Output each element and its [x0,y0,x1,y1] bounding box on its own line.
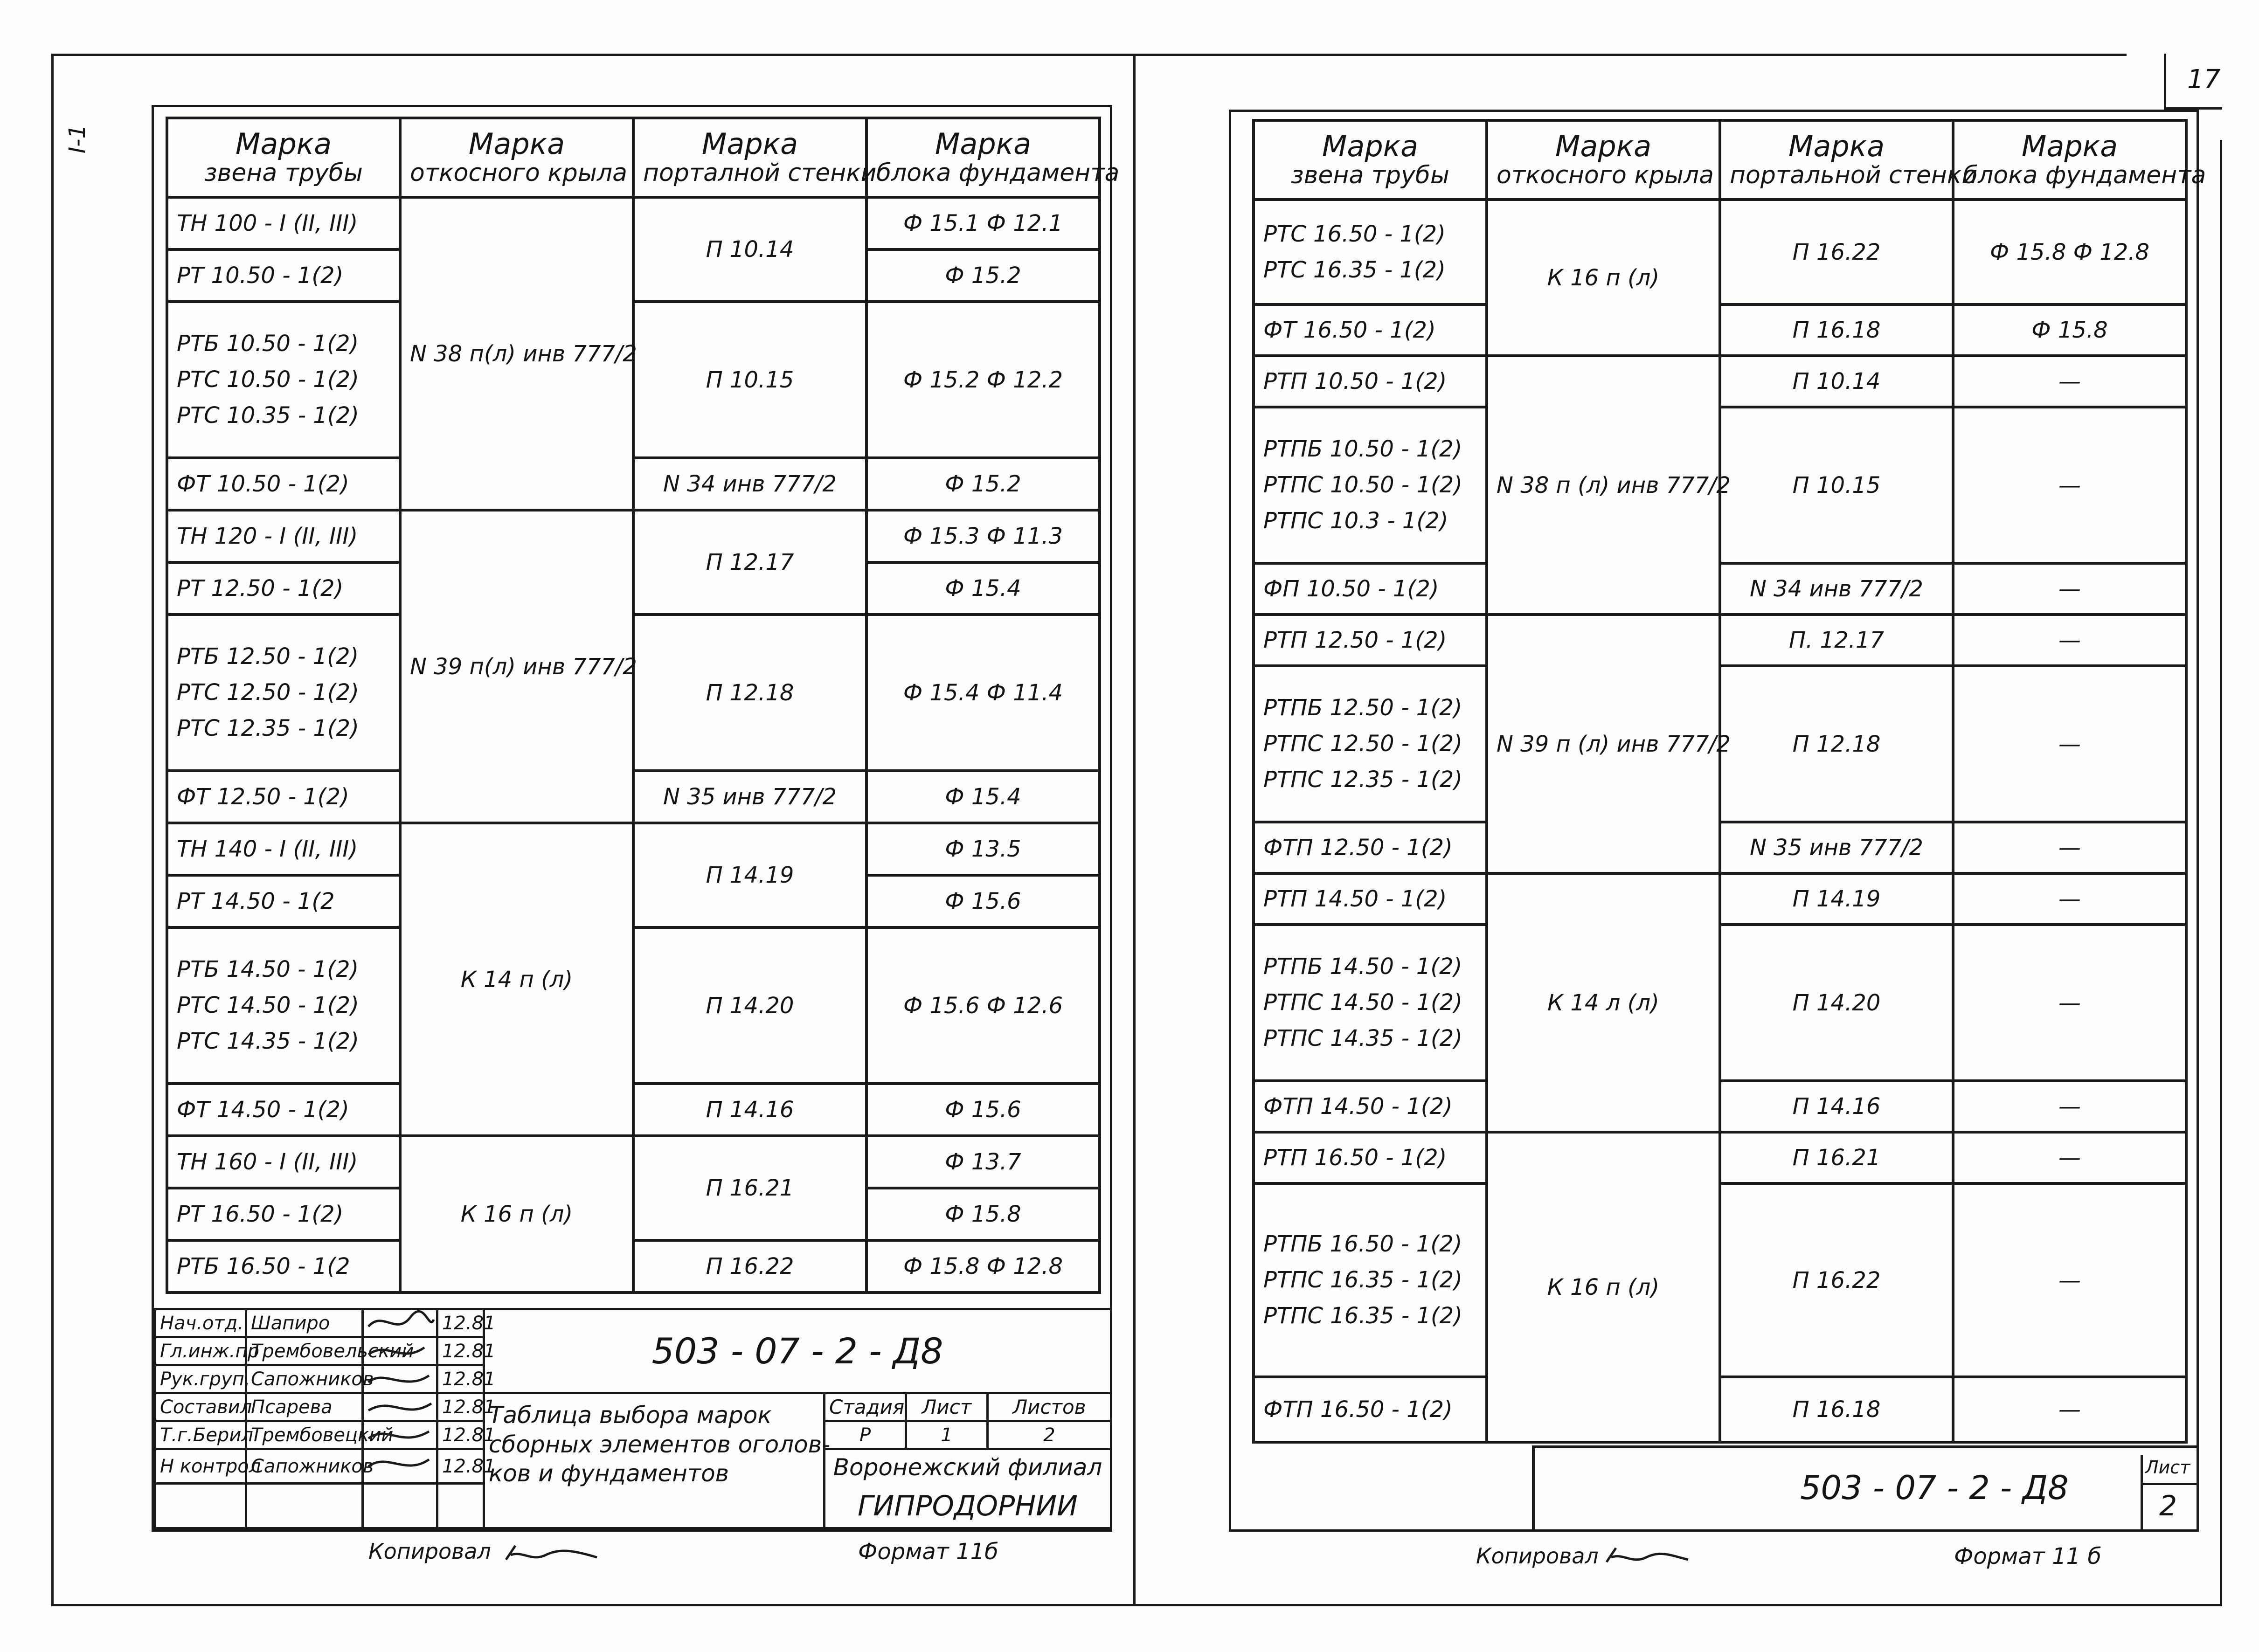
stamp-role: Составил [155,1393,246,1421]
sheet-bottom-line [51,1604,2220,1606]
right-pipe-cell: РТПБ 14.50 - 1(2) РТПС 14.50 - 1(2) РТПС 14.35 - 1(2) [1254,925,1487,1081]
right-pipe-cell: РТПБ 12.50 - 1(2) РТПС 12.50 - 1(2) РТПС 12.35 - 1(2) [1254,666,1487,822]
right-block-cell: Ф 15.8 [1953,304,2186,356]
sheet-top-line [51,54,2127,56]
right-block-cell: — [1953,615,2186,666]
left-block-cell: Ф 15.2 [866,249,1100,302]
left-wing-cell: К 16 п (л) [400,1136,633,1293]
left-wing-cell: N 38 п(л) инв 777/2 [400,197,633,510]
right-block-cell: — [1953,563,2186,615]
page-number: 17 [2187,64,2221,95]
left-pipe-cell: РТБ 16.50 - 1(2 [167,1240,400,1293]
right-block-cell: — [1953,822,2186,873]
right-copied-label: Копировал [1476,1543,1599,1569]
left-block-cell: Ф 15.6 [866,875,1100,927]
right-portal-cell: П 14.20 [1720,925,1953,1081]
right-block-cell: — [1953,356,2186,407]
left-header-portal: Марка порталной стенки [633,118,866,197]
left-pipe-cell: РТБ 14.50 - 1(2) РТС 14.50 - 1(2) РТС 14.35 - 1(2) [167,927,400,1084]
stamp-name: Шапиро [246,1309,363,1337]
stamp-name: Трембовецкий [246,1421,363,1449]
left-copied-label: Копировал [368,1539,491,1564]
right-pipe-cell: РТП 14.50 - 1(2) [1254,873,1487,925]
stamp-org-branch: Воронежский филиал [833,1454,1102,1481]
right-portal-cell: П 16.21 [1720,1132,1953,1183]
right-pipe-cell: РТПБ 16.50 - 1(2) РТПС 16.35 - 1(2) РТПС 16.35 - 1(2) [1254,1183,1487,1377]
left-portal-cell: П 10.15 [633,302,866,458]
left-portal-cell: П 16.21 [633,1136,866,1240]
right-pipe-cell: ФТП 14.50 - 1(2) [1254,1081,1487,1132]
stamp-code: 503 - 07 - 2 - Д8 [484,1309,1111,1393]
right-portal-cell: П 16.22 [1720,200,1953,304]
left-portal-cell: П 14.19 [633,823,866,927]
sheet-right-line [2220,140,2222,1606]
right-portal-cell: П 16.18 [1720,1377,1953,1442]
left-pipe-cell: РТ 10.50 - 1(2) [167,249,400,302]
stamp-role: Нач.отд. [155,1309,246,1337]
stamp-name: Псарева [246,1393,363,1421]
left-portal-cell: П 14.20 [633,927,866,1084]
right-wing-cell: N 39 п (л) инв 777/2 [1487,615,1720,873]
left-wing-cell: К 14 п (л) [400,823,633,1136]
right-pipe-cell: РТС 16.50 - 1(2) РТС 16.35 - 1(2) [1254,200,1487,304]
left-block-cell: Ф 15.8 Ф 12.8 [866,1240,1100,1293]
left-block-cell: Ф 15.4 [866,771,1100,823]
stamp-stage-label: Стадия [825,1393,906,1421]
left-pipe-cell: ФТ 10.50 - 1(2) [167,458,400,510]
right-pipe-cell: ФТ 16.50 - 1(2) [1254,304,1487,356]
stamp-date: 12.81 [437,1337,484,1365]
left-pipe-cell: РТБ 12.50 - 1(2) РТС 12.50 - 1(2) РТС 12.35 - 1(2) [167,615,400,771]
right-wing-cell: К 14 л (л) [1487,873,1720,1132]
stamp-stage: Р [825,1421,906,1449]
right-header-portal: Марка портальной стенки [1720,120,1953,200]
right-block-cell: — [1953,1081,2186,1132]
right-header-pipe: Марка звена трубы [1254,120,1487,200]
stamp-empty-cell [437,1484,484,1528]
right-pipe-cell: ФТП 16.50 - 1(2) [1254,1377,1487,1442]
stamp-date: 12.81 [437,1309,484,1337]
left-portal-cell: П 12.17 [633,510,866,615]
right-table [1252,119,2206,1444]
left-title-block [154,1308,1112,1529]
sheet-left-line [51,54,54,1606]
right-portal-cell: П 16.18 [1720,304,1953,356]
left-portal-cell: П 14.16 [633,1084,866,1136]
left-portal-cell: П 16.22 [633,1240,866,1293]
stamp-date: 12.81 [437,1365,484,1393]
left-pipe-cell: РТ 16.50 - 1(2) [167,1188,400,1240]
left-pipe-cell: ТН 160 - I (II, III) [167,1136,400,1188]
left-block-cell: Ф 15.8 [866,1188,1100,1240]
left-block-cell: Ф 13.5 [866,823,1100,875]
left-portal-cell: П 12.18 [633,615,866,771]
stamp-name: Сапожников [246,1449,363,1484]
stamp-empty-cell [363,1484,437,1528]
left-format-label: Формат 11б [858,1539,998,1565]
left-header-wing: Марка откосного крыла [400,118,633,197]
right-stamp-code: 503 - 07 - 2 - Д8 [1800,1469,2069,1507]
right-pipe-cell: ФП 10.50 - 1(2) [1254,563,1487,615]
right-block-cell: — [1953,873,2186,925]
stamp-org-name: ГИПРОДОРНИИ [858,1490,1078,1522]
right-pipe-cell: РТП 16.50 - 1(2) [1254,1132,1487,1183]
right-portal-cell: N 35 инв 777/2 [1720,822,1953,873]
left-header-pipe: Марка звена трубы [167,118,400,197]
right-header-block: Марка блока фундамента [1953,120,2186,200]
right-block-cell: — [1953,1132,2186,1183]
left-portal-cell: П 10.14 [633,197,866,302]
right-block-cell: Ф 15.8 Ф 12.8 [1953,200,2186,304]
stamp-empty-cell [246,1484,363,1528]
left-block-cell: Ф 15.1 Ф 12.1 [866,197,1100,249]
right-block-cell: — [1953,925,2186,1081]
left-block-cell: Ф 15.2 [866,458,1100,510]
stamp-date: 12.81 [437,1393,484,1421]
stamp-role: Т.г.Берил [155,1421,246,1449]
left-pipe-cell: ТН 120 - I (II, III) [167,510,400,562]
left-block-cell: Ф 13.7 [866,1136,1100,1188]
stamp-sheets: 2 [988,1421,1111,1449]
right-portal-cell: П 14.16 [1720,1081,1953,1132]
left-wing-cell: N 39 п(л) инв 777/2 [400,510,633,823]
right-portal-cell: П. 12.17 [1720,615,1953,666]
right-block-cell: — [1953,1183,2186,1377]
stamp-role: Н контрол [155,1449,246,1484]
stamp-role: Гл.инж.пр [155,1337,246,1365]
right-copier-signature [1604,1543,1698,1571]
left-portal-cell: N 35 инв 777/2 [633,771,866,823]
right-block-cell: — [1953,1377,2186,1442]
stamp-name: Сапожников [246,1365,363,1393]
left-copier-signature [504,1541,625,1569]
right-pipe-cell: РТП 12.50 - 1(2) [1254,615,1487,666]
right-pipe-cell: РТП 10.50 - 1(2) [1254,356,1487,407]
right-portal-cell: П 10.15 [1720,407,1953,563]
right-wing-cell: N 38 п (л) инв 777/2 [1487,356,1720,615]
right-pipe-cell: РТПБ 10.50 - 1(2) РТПС 10.50 - 1(2) РТПС 10.3 - 1(2) [1254,407,1487,563]
right-wing-cell: К 16 п (л) [1487,1132,1720,1442]
stamp-role: Рук.груп. [155,1365,246,1393]
left-pipe-cell: РТ 14.50 - 1(2 [167,875,400,927]
sheet-divider-line [1133,54,1136,1606]
left-pipe-cell: ТН 100 - I (II, III) [167,197,400,249]
left-block-cell: Ф 15.6 [866,1084,1100,1136]
right-wing-cell: К 16 п (л) [1487,200,1720,356]
right-portal-cell: П 12.18 [1720,666,1953,822]
stamp-organization [825,1449,1111,1528]
stamp-sheet: 1 [906,1421,988,1449]
right-stamp-sheet: 2 [2159,1490,2177,1522]
right-portal-cell: П 10.14 [1720,356,1953,407]
margin-mark: I-1 [64,124,91,154]
signatures-drawing [364,1308,438,1485]
left-block-cell: Ф 15.2 Ф 12.2 [866,302,1100,458]
stamp-date: 12.81 [437,1449,484,1484]
stamp-date: 12.81 [437,1421,484,1449]
stamp-sheet-label: Лист [906,1393,988,1421]
right-stamp-sheet-divider [2141,1483,2199,1485]
left-portal-cell: N 34 инв 777/2 [633,458,866,510]
right-portal-cell: П 16.22 [1720,1183,1953,1377]
right-block-cell: — [1953,666,2186,822]
right-block-cell: — [1953,407,2186,563]
stamp-title: Таблица выбора марок сборных элементов оголов- ков и фундаментов [484,1393,825,1528]
right-pipe-cell: ФТП 12.50 - 1(2) [1254,822,1487,873]
left-table [166,117,1120,1294]
left-pipe-cell: ФТ 12.50 - 1(2) [167,771,400,823]
left-block-cell: Ф 15.4 [866,562,1100,615]
right-header-wing: Марка откосного крыла [1487,120,1720,200]
left-block-cell: Ф 15.4 Ф 11.4 [866,615,1100,771]
left-block-cell: Ф 15.6 Ф 12.6 [866,927,1100,1084]
left-pipe-cell: РТБ 10.50 - 1(2) РТС 10.50 - 1(2) РТС 10.35 - 1(2) [167,302,400,458]
left-pipe-cell: РТ 12.50 - 1(2) [167,562,400,615]
left-header-block: Марка блока фундамента [866,118,1100,197]
stamp-name: Трембовельский [246,1337,363,1365]
left-pipe-cell: ТН 140 - I (II, III) [167,823,400,875]
stamp-sheets-label: Листов [988,1393,1111,1421]
left-pipe-cell: ФТ 14.50 - 1(2) [167,1084,400,1136]
right-format-label: Формат 11 б [1954,1543,2101,1569]
right-portal-cell: N 34 инв 777/2 [1720,563,1953,615]
right-stamp-sheet-label: Лист [2145,1457,2190,1478]
left-block-cell: Ф 15.3 Ф 11.3 [866,510,1100,562]
stamp-empty-cell [155,1484,246,1528]
right-portal-cell: П 14.19 [1720,873,1953,925]
